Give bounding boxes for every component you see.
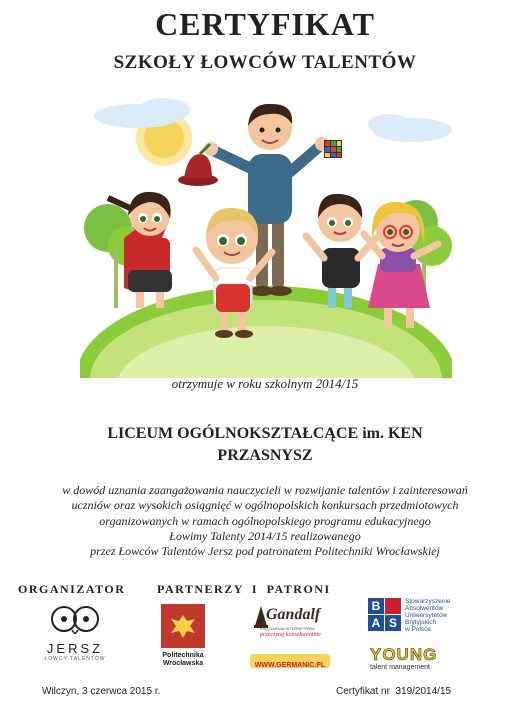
organizer-label: ORGANIZATOR [18,582,126,596]
bas-letter-a: A [368,615,384,631]
place-date: Wilczyn, 3 czerwca 2015 r. [42,686,161,697]
politechnika-name-line1: Politechnika [162,652,204,659]
gandalf-tagline: KSIĘGARNIA INTERNETOWA [260,626,315,631]
bas-letter-b: B [368,598,384,614]
certificate-subtitle: SZKOŁY ŁOWCÓW TALENTÓW [113,52,417,73]
gandalf-logo [252,604,328,644]
jersz-owl-icon [48,604,102,634]
young-name: YOUNG [370,645,438,664]
jersz-tagline: ŁOWCY TALENTÓW [44,656,106,662]
bas-logo [368,598,468,634]
politechnika-eagle-icon [161,604,205,648]
bas-text-line: w Polsce [405,626,432,633]
bas-red-square [385,598,401,614]
certificate-title: CERTYFIKAT [155,6,375,42]
gandalf-motto: przeczytaj konsekwentnie [260,632,321,638]
body-line: uczniów oraz wysokich osiągnięć w ogólnopolskich konkursach przedmiotowych [71,498,459,513]
received-line: otrzymuje w roku szkolnym 2014/15 [171,376,359,391]
young-logo [370,646,450,676]
politechnika-logo [157,604,209,674]
cube-icon [324,140,342,158]
bas-text-line: Uniwersytetów [405,612,448,619]
body-line: organizowanych w ramach ogólnopolskiego programu edukacyjnego [99,513,431,528]
bas-mark-icon [368,598,402,632]
germanic-text: WWW.GERMANIC.PL [254,662,326,669]
school-name [0,423,530,467]
certificate-number: Certyfikat nr 319/2014/15 [336,686,452,697]
school-name-line2: PRZASNYSZ [217,447,313,464]
young-tagline: talent management [370,664,430,671]
body-line: przez Łowców Talentów Jersz pod patronatem Politechniki Wrocławskiej [90,544,440,559]
jersz-name: JERSZ [46,641,104,656]
bas-letter-s: S [385,615,401,631]
jersz-logo [40,604,110,668]
germanic-logo [250,654,330,668]
partners-label: PARTNERZY I PATRONI [157,582,331,596]
body-line: w dowód uznania zaangażowania nauczycieli w rozwijanie talentów i zainteresowań [62,483,468,497]
gandalf-name: Gandalf [266,606,321,623]
school-name-line1: LICEUM OGÓLNOKSZTAŁCĄCE im. KEN [107,425,423,442]
children-illustration [80,88,452,378]
bas-text-line: Brytyjskich [405,619,437,626]
bas-text-line: Absolwentów [405,605,444,612]
bas-text-line: Stowarzyszenie [405,598,451,605]
bas-text [405,598,451,633]
certificate-body [20,483,510,559]
politechnika-name-line2: Wrocławska [162,660,204,667]
body-line: Łowimy Talenty 2014/15 realizowanego [169,528,361,543]
